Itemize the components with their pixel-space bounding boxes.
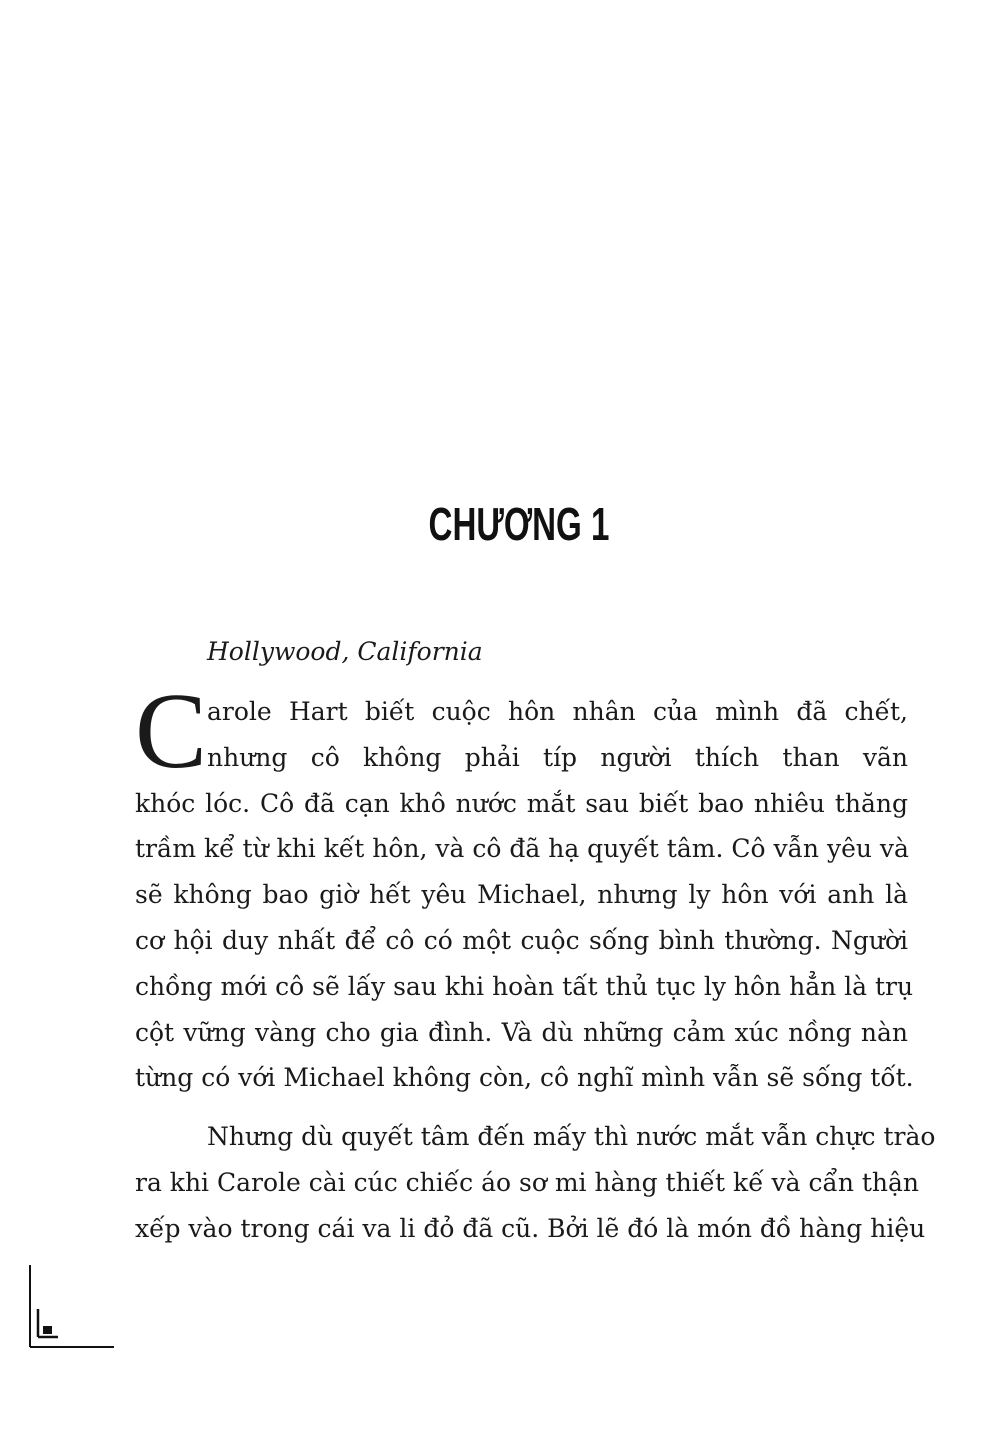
paragraph-line: xếp vào trong cái va li đỏ đã cũ. Bởi lẽ đó là món đồ hàng hiệu — [135, 1213, 926, 1243]
paragraph-line: ra khi Carole cài cúc chiếc áo sơ mi hàng thiết kế và cẩn thận — [135, 1167, 920, 1197]
paragraph-line: Nhưng dù quyết tâm đến mấy thì nước mắt vẫn chực trào — [207, 1122, 936, 1151]
paragraph-line: nhưng cô không phải típ người thích than vãn — [207, 742, 908, 772]
paragraph-line: trầm kể từ khi kết hôn, và cô đã hạ quyết tâm. Cô vẫn yêu và — [135, 834, 909, 864]
paragraph-2 — [135, 1114, 936, 1251]
paragraph-line: cột vững vàng cho gia đình. Và dù những cảm xúc nồng nàn — [135, 1017, 908, 1047]
paragraph-line: arole Hart biết cuộc hôn nhân của mình đã chết, — [207, 697, 908, 726]
paragraph-line: cơ hội duy nhất để cô có một cuộc sống bình thường. Người — [135, 925, 908, 955]
paragraph-1 — [135, 689, 914, 1101]
paragraph-line: chồng mới cô sẽ lấy sau khi hoàn tất thủ tục ly hôn hẳn là trụ — [135, 971, 914, 1001]
paragraph-line: sẽ không bao giờ hết yêu Michael, nhưng ly hôn với anh là — [135, 880, 908, 910]
drop-cap: C — [135, 672, 208, 791]
paragraph-line: khóc lóc. Cô đã cạn khô nước mắt sau biết bao nhiêu thăng — [135, 788, 908, 818]
paragraph-line: từng có với Michael không còn, cô nghĩ mình vẫn sẽ sống tốt. — [135, 1063, 914, 1093]
location-heading: Hollywood, California — [207, 637, 483, 666]
chapter-title: CHƯƠNG 1 — [428, 498, 610, 550]
corner-bracket-icon — [28, 1265, 114, 1349]
